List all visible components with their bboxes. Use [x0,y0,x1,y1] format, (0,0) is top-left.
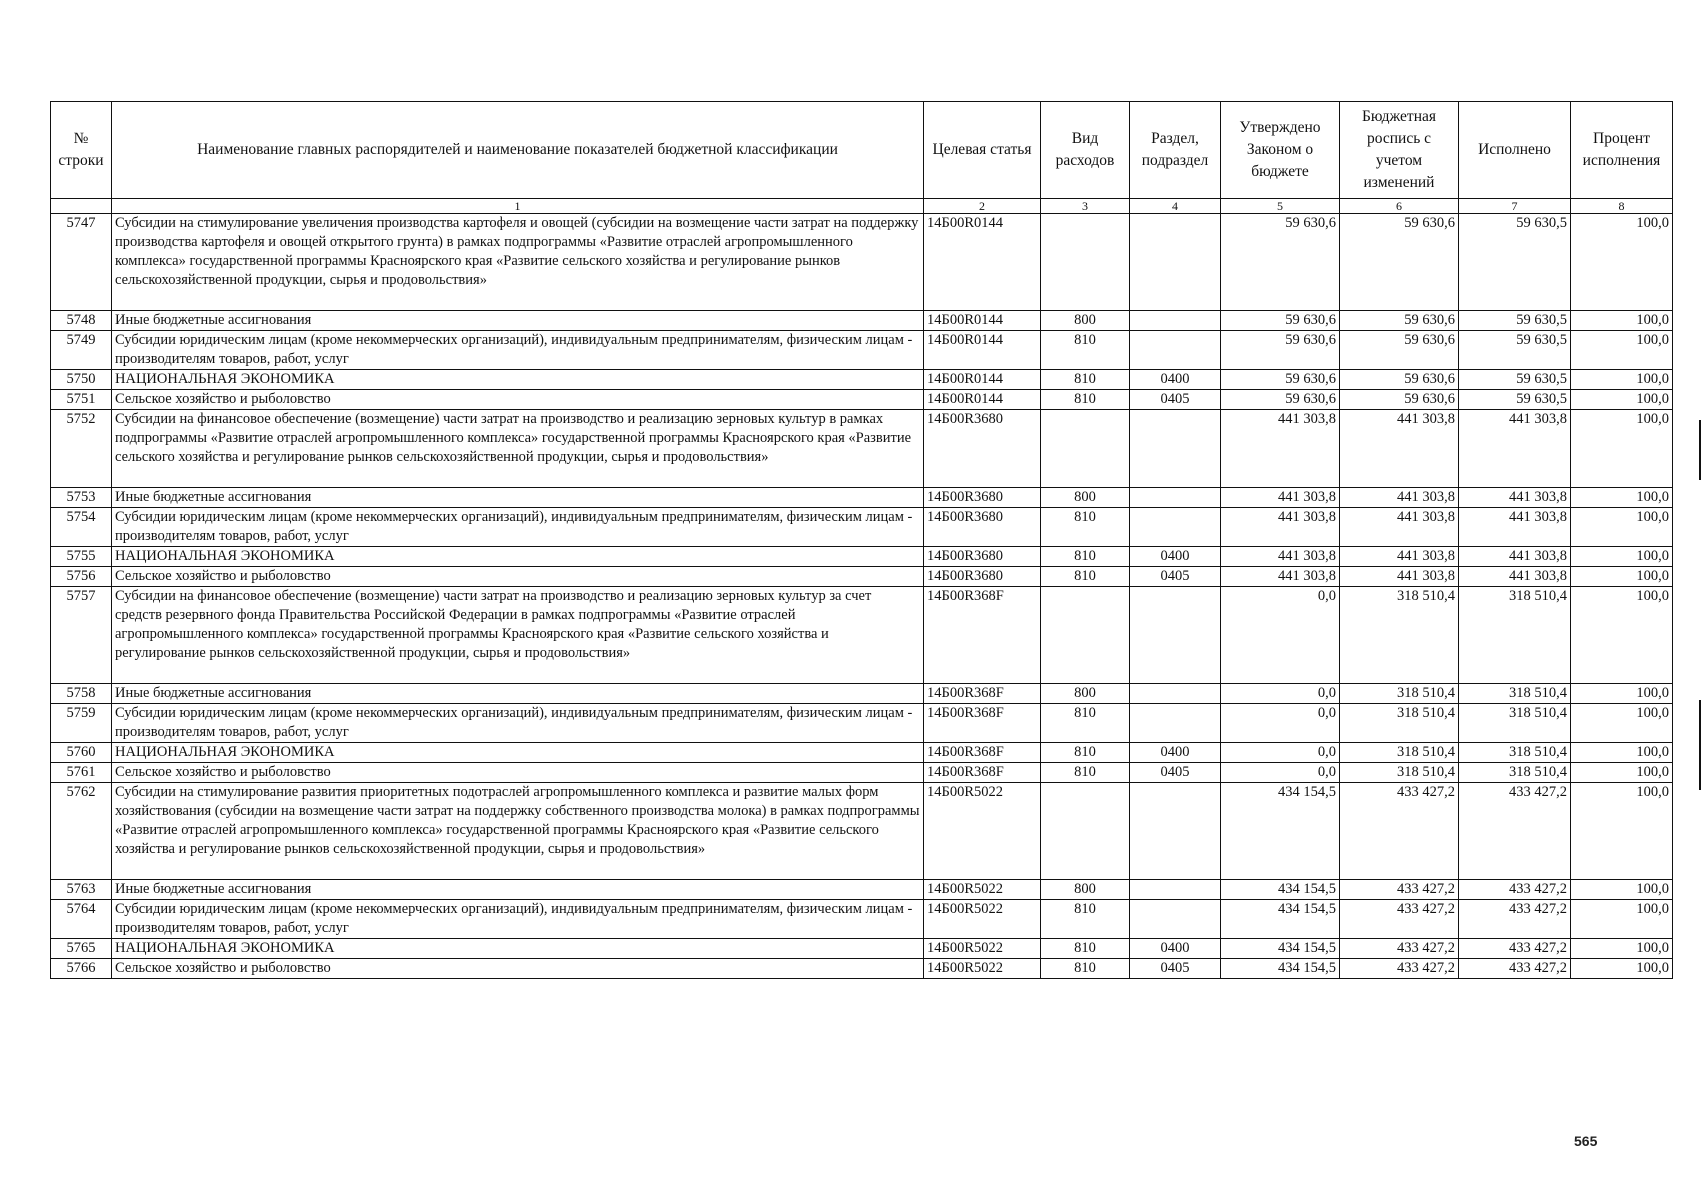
row-approved-amount: 441 303,8 [1221,410,1340,488]
row-number: 5765 [51,939,112,959]
row-percent: 100,0 [1571,370,1673,390]
row-percent: 100,0 [1571,547,1673,567]
row-name: Субсидии юридическим лицам (кроме некоммерческих организаций), индивидуальным предпринимателям, физическим лицам - производителям товаров, работ, услуг [112,704,924,743]
row-approved-amount: 59 630,6 [1221,390,1340,410]
row-target-article: 14Б00R0144 [924,214,1041,311]
row-executed-amount: 59 630,5 [1459,214,1571,311]
row-expense-type [1041,783,1130,880]
row-number: 5763 [51,880,112,900]
row-number: 5748 [51,311,112,331]
row-approved-amount: 434 154,5 [1221,939,1340,959]
row-name: НАЦИОНАЛЬНАЯ ЭКОНОМИКА [112,370,924,390]
table-row [51,488,1673,508]
row-number: 5760 [51,743,112,763]
column-number: 6 [1340,199,1459,214]
row-expense-type: 800 [1041,488,1130,508]
row-expense-type: 810 [1041,743,1130,763]
row-plan-amount: 318 510,4 [1340,763,1459,783]
row-plan-amount: 59 630,6 [1340,390,1459,410]
row-name: НАЦИОНАЛЬНАЯ ЭКОНОМИКА [112,939,924,959]
table-row [51,939,1673,959]
row-number: 5755 [51,547,112,567]
row-expense-type: 800 [1041,684,1130,704]
row-section [1130,704,1221,743]
row-target-article: 14Б00R5022 [924,880,1041,900]
row-section [1130,684,1221,704]
row-target-article: 14Б00R3680 [924,567,1041,587]
row-name: Иные бюджетные ассигнования [112,488,924,508]
row-executed-amount: 318 510,4 [1459,704,1571,743]
table-row [51,763,1673,783]
row-target-article: 14Б00R3680 [924,547,1041,567]
row-plan-amount: 441 303,8 [1340,488,1459,508]
row-name: НАЦИОНАЛЬНАЯ ЭКОНОМИКА [112,743,924,763]
row-executed-amount: 441 303,8 [1459,488,1571,508]
table-row [51,783,1673,880]
column-number: 8 [1571,199,1673,214]
row-expense-type: 800 [1041,880,1130,900]
row-target-article: 14Б00R3680 [924,488,1041,508]
row-number: 5753 [51,488,112,508]
table-row [51,567,1673,587]
row-expense-type: 800 [1041,311,1130,331]
row-executed-amount: 59 630,5 [1459,370,1571,390]
row-target-article: 14Б00R5022 [924,939,1041,959]
row-plan-amount: 59 630,6 [1340,331,1459,370]
row-plan-amount: 433 427,2 [1340,959,1459,979]
row-target-article: 14Б00R368F [924,704,1041,743]
header-percent: Процент исполнения [1571,102,1673,199]
row-plan-amount: 441 303,8 [1340,410,1459,488]
row-percent: 100,0 [1571,587,1673,684]
row-plan-amount: 433 427,2 [1340,900,1459,939]
row-approved-amount: 441 303,8 [1221,547,1340,567]
row-plan-amount: 59 630,6 [1340,214,1459,311]
table-row [51,390,1673,410]
row-executed-amount: 433 427,2 [1459,880,1571,900]
row-approved-amount: 59 630,6 [1221,311,1340,331]
row-approved-amount: 434 154,5 [1221,959,1340,979]
table-row [51,684,1673,704]
column-number-row [51,199,1673,214]
row-percent: 100,0 [1571,743,1673,763]
row-executed-amount: 318 510,4 [1459,763,1571,783]
budget-execution-table [50,101,1673,979]
row-plan-amount: 59 630,6 [1340,311,1459,331]
row-name: Субсидии юридическим лицам (кроме некоммерческих организаций), индивидуальным предпринимателям, физическим лицам - производителям товаров, работ, услуг [112,508,924,547]
row-percent: 100,0 [1571,331,1673,370]
row-section: 0400 [1130,939,1221,959]
row-expense-type: 810 [1041,331,1130,370]
row-section [1130,311,1221,331]
row-number: 5762 [51,783,112,880]
row-expense-type: 810 [1041,939,1130,959]
row-expense-type: 810 [1041,547,1130,567]
row-plan-amount: 318 510,4 [1340,704,1459,743]
row-target-article: 14Б00R368F [924,763,1041,783]
header-name: Наименование главных распорядителей и наименование показателей бюджетной классификации [112,102,924,199]
header-target-article: Целевая статья [924,102,1041,199]
row-plan-amount: 441 303,8 [1340,567,1459,587]
row-section [1130,783,1221,880]
row-expense-type: 810 [1041,370,1130,390]
row-target-article: 14Б00R5022 [924,900,1041,939]
table-row [51,214,1673,311]
scan-edge-line [1699,420,1701,480]
row-executed-amount: 441 303,8 [1459,547,1571,567]
row-plan-amount: 433 427,2 [1340,880,1459,900]
row-expense-type: 810 [1041,508,1130,547]
row-percent: 100,0 [1571,783,1673,880]
row-section [1130,587,1221,684]
row-approved-amount: 59 630,6 [1221,214,1340,311]
row-approved-amount: 434 154,5 [1221,880,1340,900]
table-row [51,547,1673,567]
row-number: 5757 [51,587,112,684]
row-target-article: 14Б00R0144 [924,311,1041,331]
table-row [51,900,1673,939]
table-row [51,587,1673,684]
scan-edge-line [1699,700,1701,790]
row-name: НАЦИОНАЛЬНАЯ ЭКОНОМИКА [112,547,924,567]
row-section: 0400 [1130,370,1221,390]
table-row [51,508,1673,547]
row-executed-amount: 441 303,8 [1459,410,1571,488]
row-plan-amount: 318 510,4 [1340,743,1459,763]
row-executed-amount: 59 630,5 [1459,331,1571,370]
row-approved-amount: 0,0 [1221,684,1340,704]
row-number: 5749 [51,331,112,370]
row-executed-amount: 59 630,5 [1459,311,1571,331]
column-number [51,199,112,214]
row-number: 5756 [51,567,112,587]
row-approved-amount: 0,0 [1221,704,1340,743]
column-number: 1 [112,199,924,214]
row-target-article: 14Б00R3680 [924,410,1041,488]
row-approved-amount: 0,0 [1221,587,1340,684]
row-name: Субсидии юридическим лицам (кроме некоммерческих организаций), индивидуальным предпринимателям, физическим лицам - производителям товаров, работ, услуг [112,331,924,370]
page-number: 565 [1574,1133,1598,1149]
row-expense-type [1041,587,1130,684]
row-target-article: 14Б00R3680 [924,508,1041,547]
row-percent: 100,0 [1571,704,1673,743]
row-number: 5754 [51,508,112,547]
row-percent: 100,0 [1571,311,1673,331]
row-executed-amount: 441 303,8 [1459,567,1571,587]
row-executed-amount: 318 510,4 [1459,684,1571,704]
row-section: 0400 [1130,547,1221,567]
row-section: 0400 [1130,743,1221,763]
row-section [1130,331,1221,370]
row-target-article: 14Б00R0144 [924,370,1041,390]
row-percent: 100,0 [1571,410,1673,488]
row-section [1130,214,1221,311]
row-target-article: 14Б00R5022 [924,783,1041,880]
row-expense-type [1041,410,1130,488]
row-executed-amount: 318 510,4 [1459,587,1571,684]
row-percent: 100,0 [1571,488,1673,508]
table-row [51,704,1673,743]
row-percent: 100,0 [1571,880,1673,900]
row-target-article: 14Б00R368F [924,587,1041,684]
row-approved-amount: 441 303,8 [1221,488,1340,508]
row-name: Иные бюджетные ассигнования [112,311,924,331]
header-budget-plan: Бюджетная роспись с учетом изменений [1340,102,1459,199]
row-name: Иные бюджетные ассигнования [112,880,924,900]
row-percent: 100,0 [1571,508,1673,547]
row-section: 0405 [1130,959,1221,979]
table-body [51,214,1673,979]
row-plan-amount: 318 510,4 [1340,587,1459,684]
table-row [51,743,1673,763]
header-row-number: № строки [51,102,112,199]
row-target-article: 14Б00R368F [924,684,1041,704]
table-row [51,959,1673,979]
row-number: 5758 [51,684,112,704]
row-target-article: 14Б00R0144 [924,331,1041,370]
row-target-article: 14Б00R0144 [924,390,1041,410]
row-section [1130,488,1221,508]
row-expense-type: 810 [1041,567,1130,587]
row-number: 5747 [51,214,112,311]
row-plan-amount: 318 510,4 [1340,684,1459,704]
row-percent: 100,0 [1571,567,1673,587]
row-percent: 100,0 [1571,684,1673,704]
row-section: 0405 [1130,567,1221,587]
table-row [51,331,1673,370]
row-target-article: 14Б00R368F [924,743,1041,763]
row-name: Сельское хозяйство и рыболовство [112,390,924,410]
row-approved-amount: 0,0 [1221,743,1340,763]
row-target-article: 14Б00R5022 [924,959,1041,979]
column-number: 7 [1459,199,1571,214]
table-row [51,880,1673,900]
row-section [1130,900,1221,939]
header-approved: Утверждено Законом о бюджете [1221,102,1340,199]
row-name: Субсидии на финансовое обеспечение (возмещение) части затрат на производство и реализацию зерновых культур в рамках подпрограммы «Развитие отраслей агропромышленного комплекса» государственной программы Красноярского края «Развитие сельского хозяйства и регулирование рынков сельскохозяйственной продукции, сырья и продовольствия» [112,410,924,488]
table-row [51,410,1673,488]
row-section: 0405 [1130,390,1221,410]
row-plan-amount: 433 427,2 [1340,783,1459,880]
row-executed-amount: 441 303,8 [1459,508,1571,547]
header-executed: Исполнено [1459,102,1571,199]
row-number: 5761 [51,763,112,783]
column-number: 4 [1130,199,1221,214]
row-number: 5751 [51,390,112,410]
row-expense-type: 810 [1041,763,1130,783]
row-percent: 100,0 [1571,763,1673,783]
row-number: 5766 [51,959,112,979]
row-executed-amount: 59 630,5 [1459,390,1571,410]
row-expense-type: 810 [1041,390,1130,410]
row-approved-amount: 0,0 [1221,763,1340,783]
row-number: 5752 [51,410,112,488]
row-number: 5750 [51,370,112,390]
column-number: 3 [1041,199,1130,214]
row-plan-amount: 433 427,2 [1340,939,1459,959]
row-section [1130,508,1221,547]
row-percent: 100,0 [1571,390,1673,410]
row-approved-amount: 59 630,6 [1221,331,1340,370]
row-expense-type [1041,214,1130,311]
row-section [1130,880,1221,900]
column-number: 5 [1221,199,1340,214]
header-expense-type: Вид расходов [1041,102,1130,199]
row-plan-amount: 441 303,8 [1340,547,1459,567]
table-row [51,311,1673,331]
row-approved-amount: 434 154,5 [1221,783,1340,880]
row-name: Субсидии на стимулирование увеличения производства картофеля и овощей (субсидии на возмещение части затрат на поддержку производства картофеля и овощей открытого грунта) в рамках подпрограммы «Развитие отраслей агропромышленного комплекса» государственной программы Красноярского края «Развитие сельского хозяйства и регулирование рынков сельскохозяйственной продукции, сырья и продовольствия» [112,214,924,311]
row-expense-type: 810 [1041,704,1130,743]
row-executed-amount: 433 427,2 [1459,959,1571,979]
table-row [51,370,1673,390]
row-executed-amount: 318 510,4 [1459,743,1571,763]
row-expense-type: 810 [1041,959,1130,979]
row-name: Субсидии на стимулирование развития приоритетных подотраслей агропромышленного комплекса и развитие малых форм хозяйствования (субсидии на возмещение части затрат на поддержку собственного производства молока) в рамках подпрограммы «Развитие отраслей агропромышленного комплекса» государственной программы Красноярского края «Развитие сельского хозяйства и регулирование рынков сельскохозяйственной продукции, сырья и продовольствия» [112,783,924,880]
row-name: Субсидии на финансовое обеспечение (возмещение) части затрат на производство и реализацию зерновых культур за счет средств резервного фонда Правительства Российской Федерации в рамках подпрограммы «Развитие отраслей агропромышленного комплекса» государственной программы Красноярского края «Развитие сельского хозяйства и регулирование рынков сельскохозяйственной продукции, сырья и продовольствия» [112,587,924,684]
row-plan-amount: 441 303,8 [1340,508,1459,547]
row-name: Сельское хозяйство и рыболовство [112,959,924,979]
header-section: Раздел, подраздел [1130,102,1221,199]
row-name: Иные бюджетные ассигнования [112,684,924,704]
row-percent: 100,0 [1571,900,1673,939]
row-expense-type: 810 [1041,900,1130,939]
row-number: 5759 [51,704,112,743]
row-name: Субсидии юридическим лицам (кроме некоммерческих организаций), индивидуальным предпринимателям, физическим лицам - производителям товаров, работ, услуг [112,900,924,939]
row-name: Сельское хозяйство и рыболовство [112,567,924,587]
row-executed-amount: 433 427,2 [1459,900,1571,939]
row-executed-amount: 433 427,2 [1459,939,1571,959]
row-percent: 100,0 [1571,939,1673,959]
row-plan-amount: 59 630,6 [1340,370,1459,390]
row-approved-amount: 434 154,5 [1221,900,1340,939]
row-section [1130,410,1221,488]
row-percent: 100,0 [1571,959,1673,979]
row-name: Сельское хозяйство и рыболовство [112,763,924,783]
row-approved-amount: 441 303,8 [1221,508,1340,547]
row-number: 5764 [51,900,112,939]
row-approved-amount: 441 303,8 [1221,567,1340,587]
row-percent: 100,0 [1571,214,1673,311]
row-section: 0405 [1130,763,1221,783]
row-executed-amount: 433 427,2 [1459,783,1571,880]
header-row [51,102,1673,199]
column-number: 2 [924,199,1041,214]
row-approved-amount: 59 630,6 [1221,370,1340,390]
